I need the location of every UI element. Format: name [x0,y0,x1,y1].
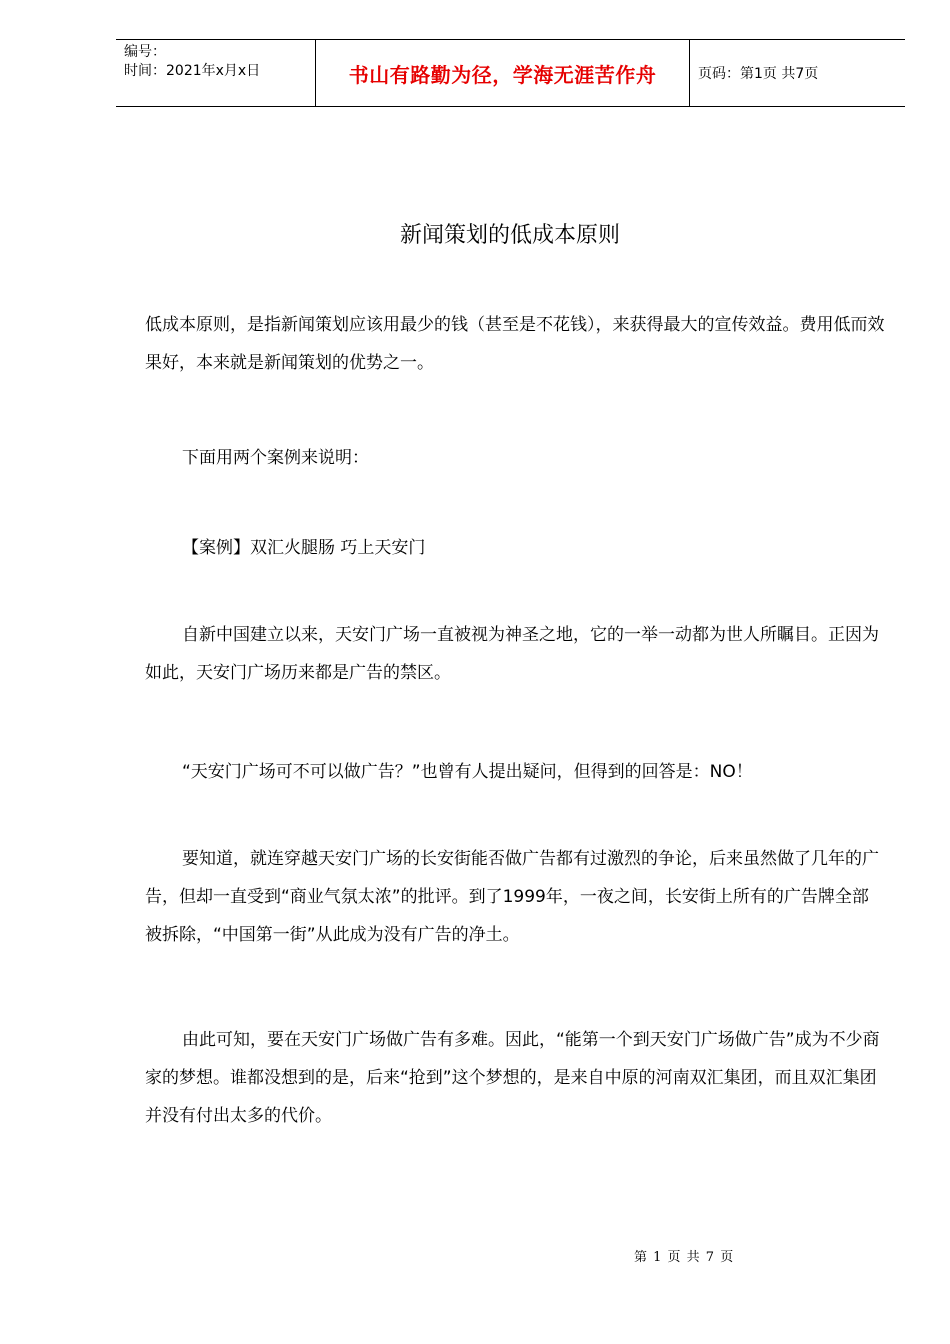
case-heading: 【案例】双汇火腿肠 巧上天安门 [182,538,426,558]
header-page-cell [690,40,905,106]
time-label: 时间：2021年x月x日 [124,63,261,79]
paragraph-intro: 低成本原则，是指新闻策划应该用最少的钱（甚至是不花钱），来获得最大的宣传效益。费用低而效果好，本来就是新闻策划的优势之一。 [145,315,885,373]
document-header [116,39,905,107]
paragraph-lead: 下面用两个案例来说明： [182,448,369,468]
header-motto-cell [316,40,690,106]
paragraph-body-4: 由此可知，要在天安门广场做广告有多难。因此，“能第一个到天安门广场做广告”成为不少商家的梦想。谁都没想到的是，后来“抢到”这个梦想的，是来自中原的河南双汇集团，而且双汇集团并没有付出太多的代价。 [145,1030,880,1126]
serial-label: 编号： [124,44,166,60]
page-footer: 第 1 页 共 7 页 [634,1250,735,1265]
page-info: 页码：第1页 共7页 [698,66,819,82]
paragraph-body-2: “天安门广场可不可以做广告？”也曾有人提出疑问，但得到的回答是：NO！ [182,762,753,782]
paragraph-body-1: 自新中国建立以来，天安门广场一直被视为神圣之地，它的一举一动都为世人所瞩目。正因为如此，天安门广场历来都是广告的禁区。 [145,625,879,683]
paragraph-body-3: 要知道，就连穿越天安门广场的长安街能否做广告都有过激烈的争论，后来虽然做了几年的广告，但却一直受到“商业气氛太浓”的批评。到了1999年，一夜之间，长安街上所有的广告牌全部被拆除，“中国第一街”从此成为没有广告的净土。 [145,849,879,945]
motto-text: 书山有路勤为径，学海无涯苦作舟 [348,62,657,87]
document-title: 新闻策划的低成本原则 [399,223,620,248]
header-meta-cell [116,40,316,106]
